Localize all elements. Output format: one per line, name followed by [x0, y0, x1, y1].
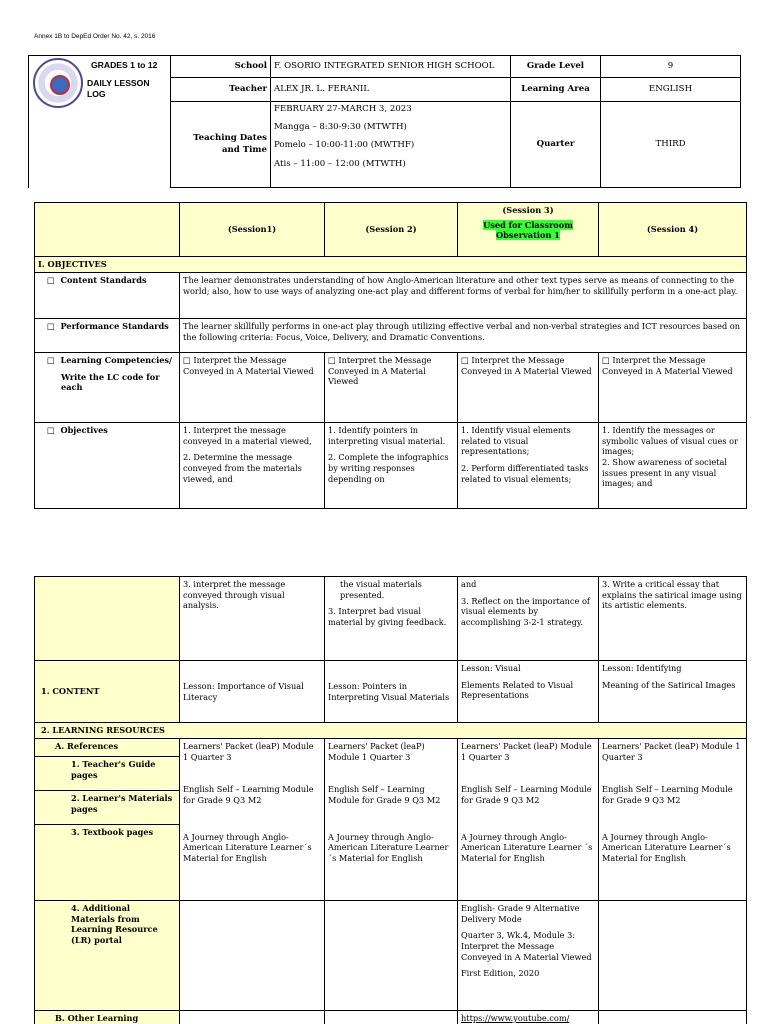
references-s1: Learners' Packet (leaP) Module 1 Quarter 3 English Self – Learning Module for Grade 9 Q3 M2 A Journey through Anglo-American Literature Learner´s Material for English	[180, 739, 325, 901]
textbook-label: 3. Textbook pages	[35, 825, 180, 901]
other-s1	[180, 1011, 325, 1024]
additional-s1	[180, 901, 325, 1011]
blank-header-cell	[35, 203, 180, 257]
header-table	[28, 55, 741, 188]
learning-resources-heading: 2. LEARNING RESOURCES	[35, 723, 747, 739]
content-label: 1. CONTENT	[35, 661, 180, 723]
grades-label: GRADES 1 to 12	[91, 60, 158, 70]
session-1-header: (Session1)	[180, 203, 325, 257]
observation-note: Used for Classroom Observation 1	[483, 219, 573, 241]
competency-s4: □ Interpret the Message Conveyed in A Material Viewed	[599, 353, 747, 423]
dates-line: Atis – 11:00 – 12:00 (MTWTH)	[274, 158, 406, 169]
other-s4	[599, 1011, 747, 1024]
objectives-s4: 1. Identify the messages or symbolic values of visual cues or images; 2. Show awareness of societal issues present in any visual images; and	[599, 423, 747, 509]
dates-line: FEBRUARY 27-MARCH 3, 2023	[274, 104, 412, 114]
other-s3[interactable]: https://www.youtube.com/	[458, 1011, 599, 1024]
performance-standards-label: □ Performance Standards	[35, 319, 180, 353]
area-label: Learning Area	[511, 78, 601, 102]
dates-label: Teaching Dates and Time	[171, 102, 271, 188]
competency-s3: □ Interpret the Message Conveyed in A Material Viewed	[458, 353, 599, 423]
objectives-heading: I. OBJECTIVES	[35, 257, 747, 273]
annex-label: Annex 1B to DepEd Order No. 42, s. 2016	[34, 33, 156, 40]
dates-line: Mangga – 8:30-9:30 (MTWTH)	[274, 122, 407, 133]
dates-line: Pomelo – 10:00-11:00 (MWTHF)	[274, 140, 415, 151]
grade-value: 9	[601, 56, 741, 78]
objectives-s2: 1. Identify pointers in interpreting visual material. 2. Complete the infographics by writing responses depending on	[325, 423, 458, 509]
objectives-s1: 1. Interpret the message conveyed in a material viewed, 2. Determine the message conveyed from the materials viewed, and	[180, 423, 325, 509]
additional-materials-label: 4. Additional Materials from Learning Resource (LR) portal	[35, 901, 180, 1011]
objectives-s3: 1. Identify visual elements related to visual representations; 2. Perform differentiated tasks related to visual elements;	[458, 423, 599, 509]
content-s1: Lesson: Importance of Visual Literacy	[180, 661, 325, 723]
objectives-s1-cont: 3. interpret the message conveyed through visual analysis.	[180, 577, 325, 661]
content-standards-label: □ Content Standards	[35, 273, 180, 319]
school-label: School	[171, 56, 271, 78]
additional-s4	[599, 901, 747, 1011]
other-s2	[325, 1011, 458, 1024]
references-s3: Learners' Packet (leaP) Module 1 Quarter 3 English Self – Learning Module for Grade 9 Q3 M2 A Journey through Anglo-American Literature Learner ´s Material for English	[458, 739, 599, 901]
references-s4: Learners' Packet (leaP) Module 1 Quarter 3 English Self – Learning Module for Grade 9 Q3 M2 A Journey through Anglo-American Literature Learner´s Material for English	[599, 739, 747, 901]
references-s2: Learners' Packet (leaP) Module 1 Quarter 3 English Self – Learning Module for Grade 9 Q3 M2 A Journey through Anglo-American Literature Learner´s Material for English	[325, 739, 458, 901]
references-label: A. References	[35, 739, 180, 757]
competency-s1: □ Interpret the Message Conveyed in A Material Viewed	[180, 353, 325, 423]
objectives-s3-cont: and 3. Reflect on the importance of visual elements by accomplishing 3-2-1 strategy.	[458, 577, 599, 661]
area-value: ENGLISH	[601, 78, 741, 102]
logo-cell	[29, 56, 171, 188]
content-s3: Lesson: Visual Elements Related to Visual Representations	[458, 661, 599, 723]
deped-seal-icon	[33, 58, 83, 108]
objectives-s2-cont: the visual materials presented. 3. Interpret bad visual material by giving feedback.	[325, 577, 458, 661]
grade-label: Grade Level	[511, 56, 601, 78]
objectives-label: □ Objectives	[35, 423, 180, 509]
quarter-label: Quarter	[511, 102, 601, 188]
other-resources-label: B. Other Learning	[35, 1011, 180, 1024]
additional-s2	[325, 901, 458, 1011]
continued-label-cell	[35, 577, 180, 661]
teacher-value: ALEX JR. L. FERANIL	[271, 78, 511, 102]
competency-s2: □ Interpret the Message Conveyed in A Material Viewed	[325, 353, 458, 423]
session-2-header: (Session 2)	[325, 203, 458, 257]
school-value: F. OSORIO INTEGRATED SENIOR HIGH SCHOOL	[271, 56, 511, 78]
quarter-value: THIRD	[601, 102, 741, 188]
performance-standards-text: The learner skillfully performs in one-act play through utilizing effective verbal and non-verbal strategies and ICT resources based on the following criteria: Focus, Voice, Delivery, and Dramatic Conventions.	[180, 319, 747, 353]
session-3-header	[458, 203, 599, 257]
teachers-guide-label: 1. Teacher's Guide pages	[35, 757, 180, 791]
lesson-table-page1	[34, 202, 747, 509]
dll-label: DAILY LESSON LOG	[87, 78, 150, 100]
competencies-label: □ Learning Competencies/ Write the LC code for each	[35, 353, 180, 423]
session-4-header: (Session 4)	[599, 203, 747, 257]
content-s2: Lesson: Pointers in Interpreting Visual Materials	[325, 661, 458, 723]
additional-s3: English- Grade 9 Alternative Delivery Mode Quarter 3, Wk.4, Module 3: Interpret the Message Conveyed in A Material Viewed First Edition, 2020	[458, 901, 599, 1011]
session-3-label: (Session 3)	[502, 205, 554, 215]
content-standards-text: The learner demonstrates understanding of how Anglo-American literature and other text types serve as means of connecting to the world; also, how to use ways of analyzing one-act play and different forms of verbal for him/her to skillfully perform in a one-act play.	[180, 273, 747, 319]
objectives-s4-cont: 3. Write a critical essay that explains the satirical image using its artistic elements.	[599, 577, 747, 661]
learners-materials-label: 2. Learner's Materials pages	[35, 791, 180, 825]
lesson-table-page2	[34, 576, 747, 1024]
teacher-label: Teacher	[171, 78, 271, 102]
dates-value	[271, 102, 511, 188]
content-s4: Lesson: Identifying Meaning of the Satirical Images	[599, 661, 747, 723]
